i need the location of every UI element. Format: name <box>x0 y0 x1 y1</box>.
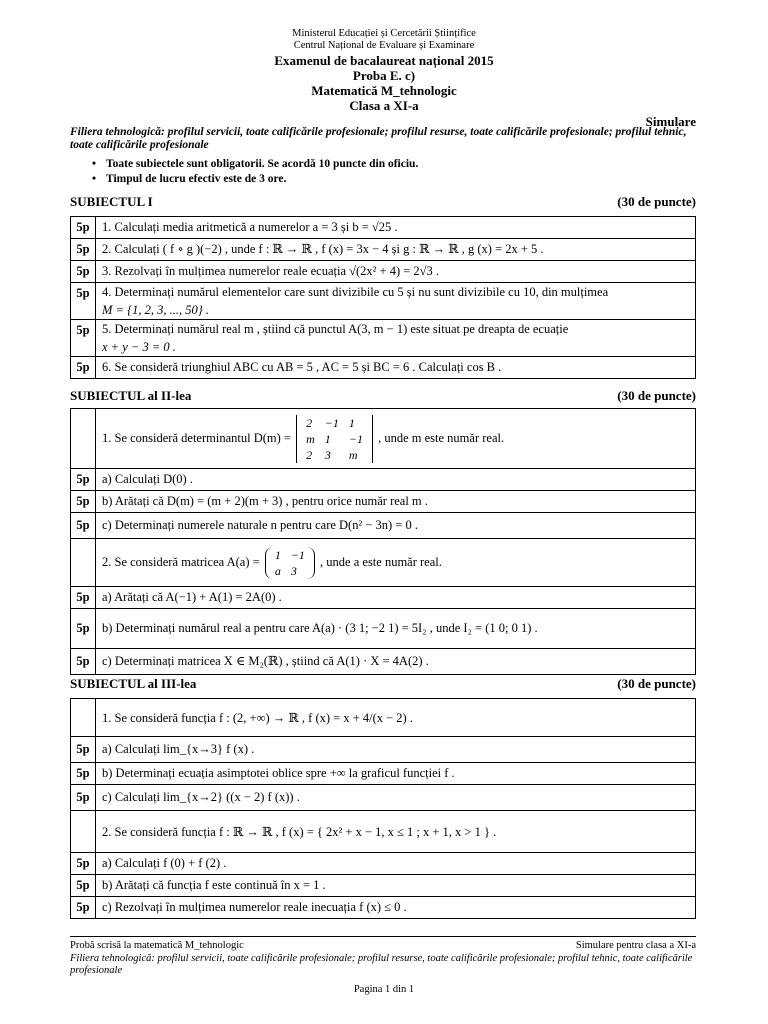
ministry-line: Ministerul Educației și Cercetării Științifice <box>292 28 476 39</box>
footer-right: Simulare pentru clasa a XI-a <box>575 940 696 951</box>
mat-intro: 2. Se consideră matricea A(a) = <box>102 554 260 569</box>
points-cell: 5p <box>71 587 96 609</box>
filiera-text: Filiera tehnologică: profilul servicii, toate calificările profesionale; profilul resurse, toate calificările profesionale; profilul tehnic, toate calificările profesionale <box>70 126 687 151</box>
mat-intro-end: , unde a este număr real. <box>320 554 442 569</box>
question-text: c) Calculați lim_{x→2} ((x − 2) f (x)) . <box>96 785 696 811</box>
det-intro: 1. Se consideră determinantul D(m) = <box>102 430 291 445</box>
matrix: 1 −1 a 3 <box>265 547 315 579</box>
points-cell: 5p <box>71 357 96 379</box>
question-text: 1. Calculați media aritmetică a numerelor a = 3 și b = √25 . <box>96 217 696 239</box>
points-cell: 5p <box>71 737 96 763</box>
points-cell: 5p <box>71 649 96 675</box>
class-line: Clasa a XI-a <box>349 98 419 113</box>
question-text: a) Calculați f (0) + f (2) . <box>96 853 696 875</box>
determinant: 2 −1 1 m 1 −1 2 3 m <box>296 415 373 463</box>
points-cell: 5p <box>71 875 96 897</box>
question-text: b) Arătați că funcția f este continuă în x = 1 . <box>96 875 696 897</box>
footer-left: Probă scrisă la matematică M_tehnologic <box>70 940 244 951</box>
question-text: 4. Determinați numărul elementelor care sunt divizibile cu 5 și nu sunt divizibile cu 10, din mulțimea <box>102 285 609 299</box>
points-cell: 5p <box>71 320 96 357</box>
function-intro: 2. Se consideră funcția f : ℝ → ℝ , f (x) = { 2x² + x − 1, x ≤ 1 ; x + 1, x > 1 } . <box>96 811 696 853</box>
question-text: 3. Rezolvați în mulțimea numerelor reale ecuația √(2x² + 4) = 2√3 . <box>96 261 696 283</box>
s2-points: (30 de puncte) <box>617 388 696 403</box>
rule-item: • Toate subiectele sunt obligatorii. Se acordă 10 puncte din oficiu. <box>70 157 696 172</box>
points-cell: 5p <box>71 785 96 811</box>
points-cell: 5p <box>71 609 96 649</box>
question-text-cont: M = {1, 2, 3, ..., 50} . <box>102 303 209 317</box>
footer-filiera: Filiera tehnologică: profilul servicii, toate calificările profesionale; profilul resurse, toate calificările profesionale; profilul tehnic, toate calificările profesionale <box>70 953 693 976</box>
points-cell: 5p <box>71 283 96 320</box>
question-text: c) Determinați numerele naturale n pentru care D(n² − 3n) = 0 . <box>96 513 696 539</box>
points-cell: 5p <box>71 217 96 239</box>
points-cell: 5p <box>71 763 96 785</box>
s2-title: SUBIECTUL al II-lea <box>70 388 192 403</box>
question-text: c) Determinați matricea X ∈ M₂(ℝ) , știind că A(1) · X = 4A(2) . <box>96 649 696 675</box>
question-text: b) Determinați ecuația asimptotei oblice spre +∞ la graficul funcției f . <box>96 763 696 785</box>
points-cell: 5p <box>71 491 96 513</box>
points-cell: 5p <box>71 513 96 539</box>
points-cell: 5p <box>71 853 96 875</box>
s1-points: (30 de puncte) <box>617 194 696 209</box>
s3-points: (30 de puncte) <box>617 676 696 691</box>
footer-divider <box>70 936 696 937</box>
subject-line: Matematică M_tehnologic <box>311 83 457 98</box>
question-text: c) Rezolvați în mulțimea numerelor reale inecuația f (x) ≤ 0 . <box>96 897 696 919</box>
det-intro-end: , unde m este număr real. <box>378 430 505 445</box>
exam-title: Examenul de bacalaureat național 2015 <box>274 53 494 68</box>
center-line: Centrul Național de Evaluare și Examinare <box>293 40 475 51</box>
s1-table <box>70 216 696 379</box>
page-number: Pagina 1 din 1 <box>353 984 415 995</box>
points-cell: 5p <box>71 239 96 261</box>
s3-title: SUBIECTUL al III-lea <box>70 676 197 691</box>
question-text: a) Arătați că A(−1) + A(1) = 2A(0) . <box>96 587 696 609</box>
rules-list <box>70 157 696 187</box>
proba-line: Proba E. c) <box>352 68 416 83</box>
function-intro: 1. Se consideră funcția f : (2, +∞) → ℝ , f (x) = x + 4/(x − 2) . <box>96 699 696 737</box>
question-text-cont: x + y − 3 = 0 . <box>102 340 176 354</box>
points-cell: 5p <box>71 897 96 919</box>
question-text: 6. Se consideră triunghiul ABC cu AB = 5 , AC = 5 și BC = 6 . Calculați cos B . <box>96 357 696 379</box>
question-text: 2. Calculați ( f ∘ g )(−2) , unde f : ℝ → ℝ , f (x) = 3x − 4 și g : ℝ → ℝ , g (x) = 2x + 5 . <box>96 239 696 261</box>
s2-table <box>70 408 696 675</box>
s3-table <box>70 698 696 919</box>
simulare-label: Simulare <box>645 114 696 129</box>
rule-item: • Timpul de lucru efectiv este de 3 ore. <box>70 172 696 187</box>
points-cell: 5p <box>71 469 96 491</box>
question-text: b) Arătați că D(m) = (m + 2)(m + 3) , pentru orice număr real m . <box>96 491 696 513</box>
question-text: 5. Determinați numărul real m , știind că punctul A(3, m − 1) este situat pe dreapta de ecuație <box>102 322 569 336</box>
s1-title: SUBIECTUL I <box>70 194 153 209</box>
question-text: a) Calculați lim_{x→3} f (x) . <box>96 737 696 763</box>
question-text: a) Calculați D(0) . <box>96 469 696 491</box>
question-text: b) Determinați numărul real a pentru care A(a) · (3 1; −2 1) = 5I₂ , unde I₂ = (1 0; 0 1) . <box>96 609 696 649</box>
points-cell: 5p <box>71 261 96 283</box>
